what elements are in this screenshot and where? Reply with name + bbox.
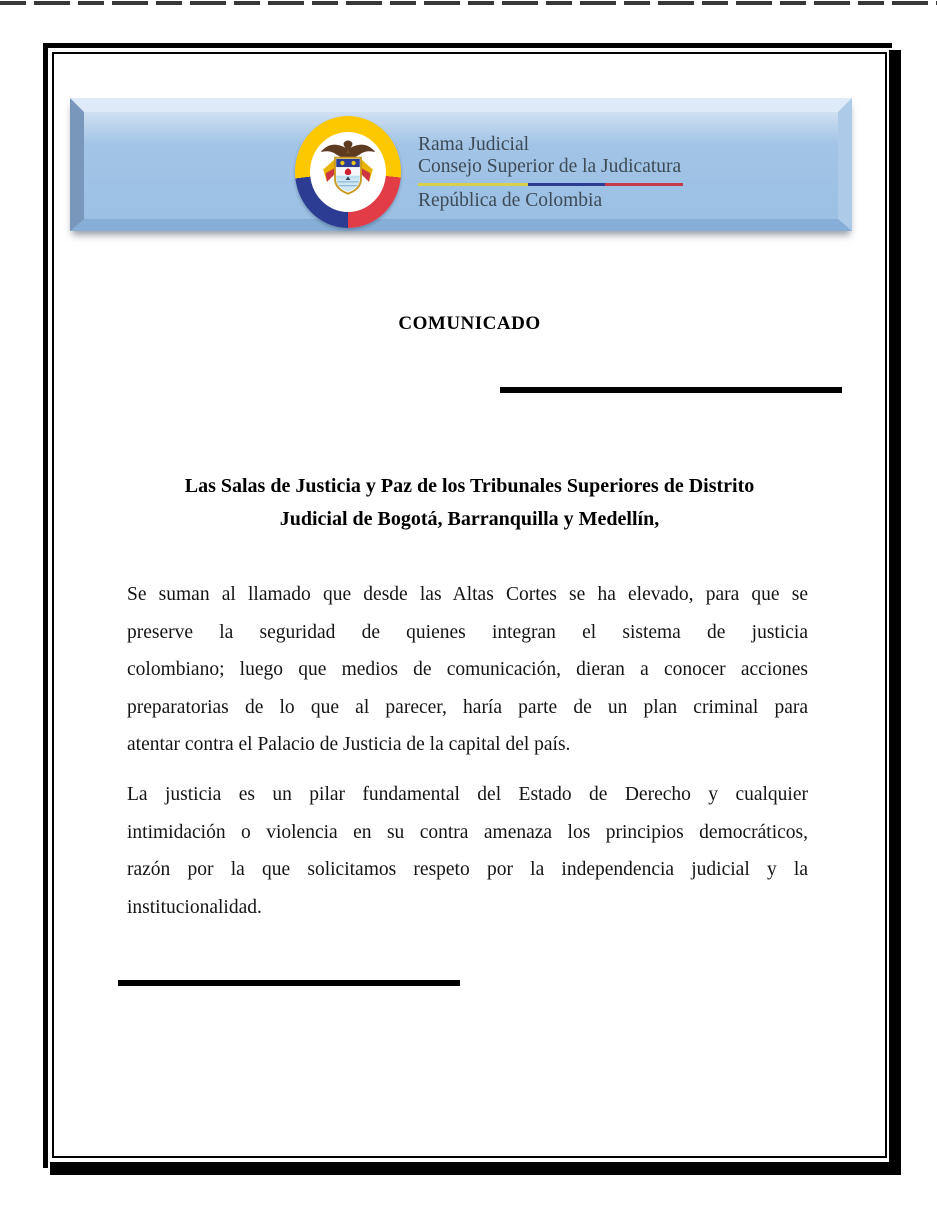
paragraph-line: Se suman al llamado que desde las Altas Cortes se ha elevado, para que se [127, 584, 808, 605]
paragraph-line: preserve la seguridad de quienes integran el sistema de justicia [127, 621, 808, 643]
paragraph-line: intimidación o violencia en su contra amenaza los principios democráticos, [127, 821, 808, 843]
colombia-coat-of-arms-icon [295, 116, 401, 228]
tricolor-yellow-segment [418, 183, 528, 186]
coat-of-arms-graphic [317, 137, 379, 207]
institution-name-line1: Rama Judicial [418, 134, 530, 155]
tricolor-divider [418, 183, 683, 186]
institution-name-line2: Consejo Superior de la Judicatura [418, 156, 682, 177]
horizontal-rule-right [500, 387, 842, 393]
letterhead-banner [70, 98, 852, 231]
tricolor-red-segment [605, 183, 683, 186]
country-name: República de Colombia [418, 190, 603, 211]
paragraph-line: atentar contra el Palacio de Justicia de la capital del país. [127, 734, 571, 755]
paragraph-line: institucionalidad. [127, 896, 262, 918]
body-paragraph-1 [127, 576, 808, 764]
coat-of-arms-oval [310, 132, 386, 212]
scan-artifact-top [0, 1, 937, 5]
document-title: COMUNICADO [398, 313, 541, 334]
paragraph-line: colombiano; luego que medios de comunicación, dieran a conocer acciones [127, 659, 808, 680]
tricolor-blue-segment [528, 183, 605, 186]
letterhead-text-block [418, 134, 683, 212]
paragraph-line: preparatorias de lo que al parecer, haría parte de un plan criminal para [127, 696, 808, 718]
heading-line1: Las Salas de Justicia y Paz de los Tribunales Superiores de Distrito [184, 475, 755, 497]
paragraph-line: La justicia es un pilar fundamental del Estado de Derecho y cualquier [127, 784, 808, 805]
document-heading [52, 470, 887, 536]
horizontal-rule-left [118, 980, 460, 986]
heading-line2: Judicial de Bogotá, Barranquilla y Medellín, [279, 508, 660, 530]
body-paragraph-2 [127, 776, 808, 926]
paragraph-line: razón por la que solicitamos respeto por la independencia judicial y la [127, 859, 808, 880]
